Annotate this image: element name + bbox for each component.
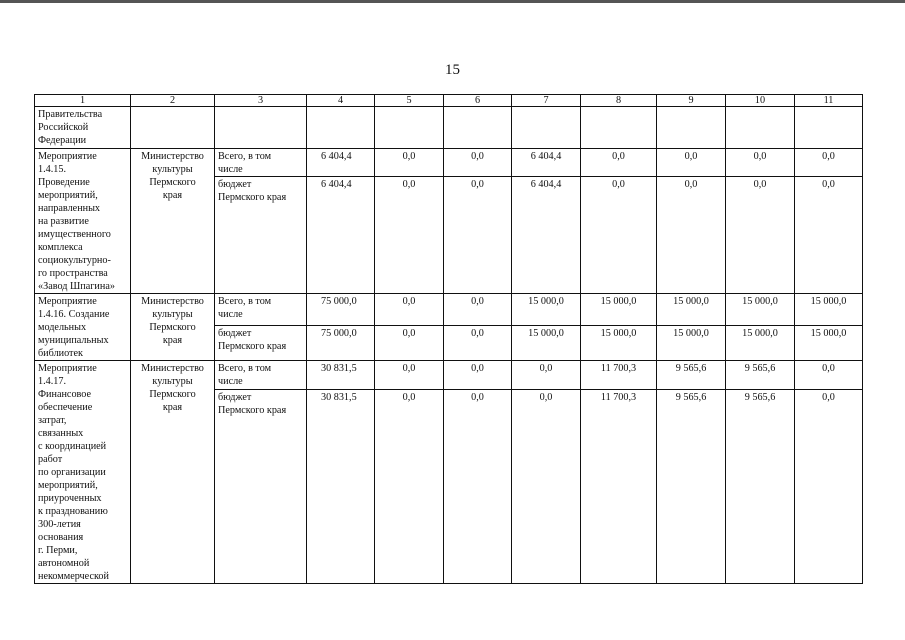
value-cell: 0,0 [657, 149, 726, 177]
value-cell: 30 831,5 [307, 389, 375, 583]
column-number: 8 [581, 95, 657, 107]
value-cell: 0,0 [444, 326, 512, 361]
column-number: 4 [307, 95, 375, 107]
activity-name: Мероприятие 1.4.17. Финансовое обеспечение затрат, связанных с координацией работ по организации мероприятий, приуроченных к празднованию 300-летия основания г. Перми, автономной некоммерческой [35, 361, 131, 584]
column-number: 9 [657, 95, 726, 107]
value-cell: 15 000,0 [726, 326, 795, 361]
value-cell: 6 404,4 [307, 149, 375, 177]
value-cell: 6 404,4 [307, 177, 375, 294]
table-row [35, 294, 863, 326]
budget-table [34, 94, 863, 584]
table-row [35, 149, 863, 177]
empty-cell [726, 107, 795, 149]
funding-source: бюджет Пермского края [215, 177, 307, 294]
value-cell: 0,0 [795, 361, 863, 390]
value-cell: 11 700,3 [581, 389, 657, 583]
value-cell: 0,0 [795, 149, 863, 177]
table-row [35, 107, 863, 149]
value-cell: 0,0 [375, 389, 444, 583]
empty-cell [375, 107, 444, 149]
value-cell: 6 404,4 [512, 149, 581, 177]
value-cell: 30 831,5 [307, 361, 375, 390]
value-cell: 15 000,0 [795, 326, 863, 361]
executor: Министерство культуры Пермского края [131, 149, 215, 294]
value-cell: 0,0 [795, 177, 863, 294]
value-cell: 0,0 [726, 149, 795, 177]
funding-source: бюджет Пермского края [215, 326, 307, 361]
value-cell: 0,0 [444, 177, 512, 294]
column-number: 7 [512, 95, 581, 107]
table-row [35, 361, 863, 390]
empty-cell [131, 107, 215, 149]
empty-cell [581, 107, 657, 149]
value-cell: 0,0 [444, 389, 512, 583]
value-cell: 15 000,0 [795, 294, 863, 326]
activity-name: Мероприятие 1.4.15. Проведение мероприятий, направленных на развитие имущественного комплекса социокультурно- го пространства «Завод Шпагина» [35, 149, 131, 294]
column-number: 5 [375, 95, 444, 107]
empty-cell [444, 107, 512, 149]
value-cell: 0,0 [444, 361, 512, 390]
column-number: 6 [444, 95, 512, 107]
value-cell: 0,0 [795, 389, 863, 583]
value-cell: 9 565,6 [657, 389, 726, 583]
value-cell: 15 000,0 [657, 326, 726, 361]
column-number: 10 [726, 95, 795, 107]
value-cell: 11 700,3 [581, 361, 657, 390]
column-number-row [35, 95, 863, 107]
column-number: 3 [215, 95, 307, 107]
value-cell: 15 000,0 [581, 294, 657, 326]
value-cell: 15 000,0 [512, 326, 581, 361]
value-cell: 0,0 [512, 389, 581, 583]
value-cell: 15 000,0 [512, 294, 581, 326]
value-cell: 0,0 [375, 294, 444, 326]
value-cell: 0,0 [726, 177, 795, 294]
empty-cell [307, 107, 375, 149]
value-cell: 0,0 [657, 177, 726, 294]
funding-source: Всего, в том числе [215, 361, 307, 390]
column-number: 1 [35, 95, 131, 107]
value-cell: 9 565,6 [726, 361, 795, 390]
value-cell: 15 000,0 [726, 294, 795, 326]
value-cell: 0,0 [375, 326, 444, 361]
empty-cell [795, 107, 863, 149]
value-cell: 9 565,6 [726, 389, 795, 583]
empty-cell [512, 107, 581, 149]
funding-source: Всего, в том числе [215, 149, 307, 177]
value-cell: 0,0 [375, 361, 444, 390]
value-cell: 0,0 [444, 294, 512, 326]
value-cell: 0,0 [512, 361, 581, 390]
value-cell: 6 404,4 [512, 177, 581, 294]
value-cell: 0,0 [581, 177, 657, 294]
activity-name: Мероприятие 1.4.16. Создание модельных муниципальных библиотек [35, 294, 131, 361]
column-number: 11 [795, 95, 863, 107]
executor: Министерство культуры Пермского края [131, 294, 215, 361]
value-cell: 75 000,0 [307, 294, 375, 326]
page-top-edge [0, 0, 905, 3]
value-cell: 75 000,0 [307, 326, 375, 361]
value-cell: 0,0 [444, 149, 512, 177]
empty-cell [657, 107, 726, 149]
value-cell: 0,0 [581, 149, 657, 177]
funding-source: Всего, в том числе [215, 294, 307, 326]
value-cell: 15 000,0 [657, 294, 726, 326]
empty-cell [215, 107, 307, 149]
executor: Министерство культуры Пермского края [131, 361, 215, 584]
value-cell: 0,0 [375, 149, 444, 177]
funding-source: бюджет Пермского края [215, 389, 307, 583]
value-cell: 9 565,6 [657, 361, 726, 390]
column-number: 2 [131, 95, 215, 107]
value-cell: 0,0 [375, 177, 444, 294]
page-number: 15 [445, 62, 460, 78]
value-cell: 15 000,0 [581, 326, 657, 361]
activity-name: Правительства Российской Федерации [35, 107, 131, 149]
